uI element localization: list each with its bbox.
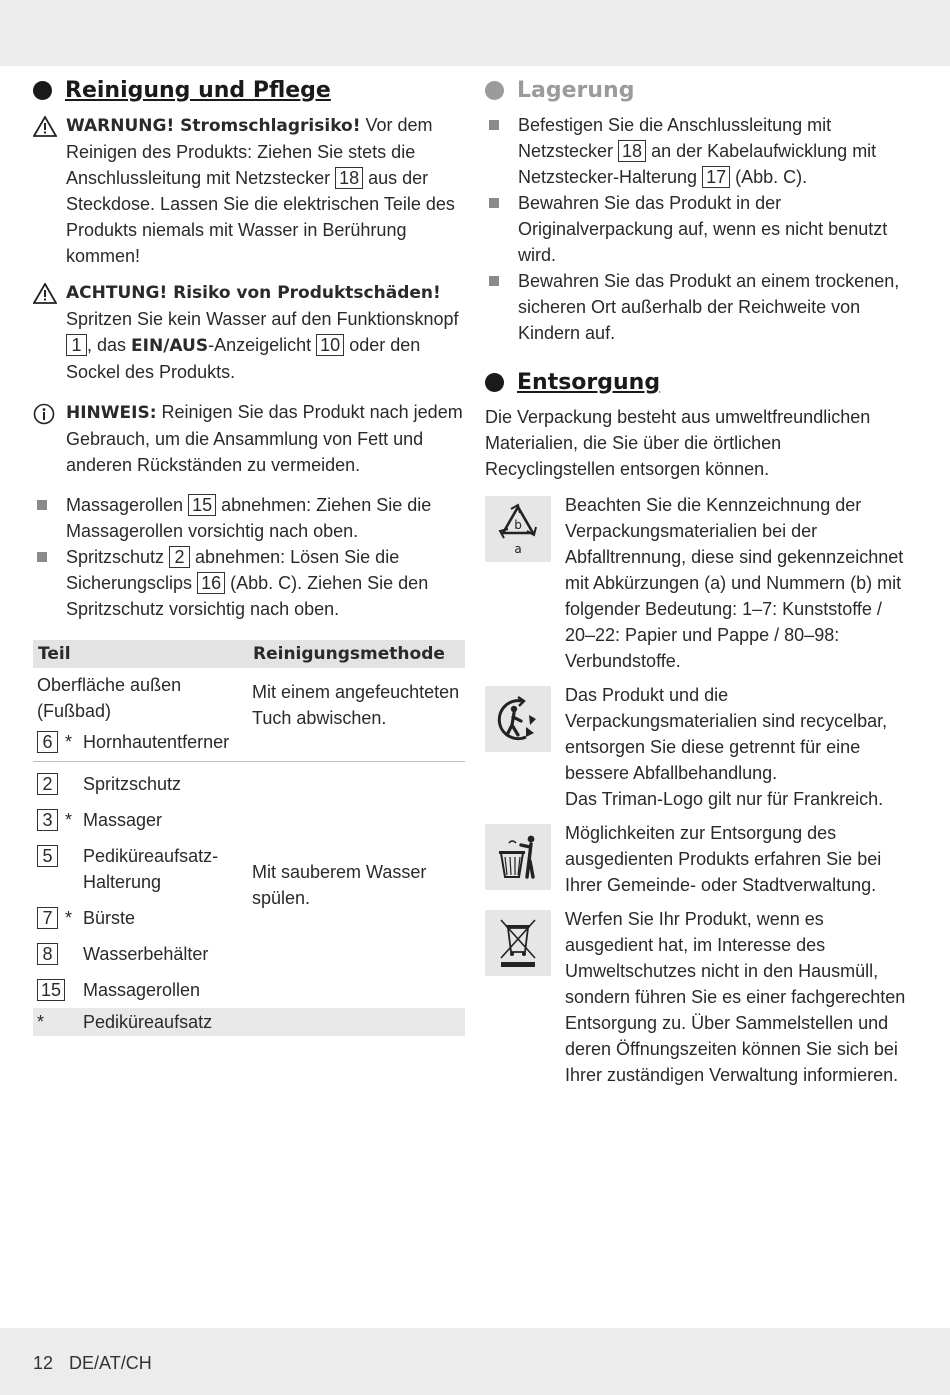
list-item: Befestigen Sie die Anschlussleitung mit Netzstecker 18 an der Kabelaufwicklung mit Netzstecker-Halterung 17 (Abb. C). — [485, 112, 915, 190]
section-title: Reinigung und Pflege — [65, 77, 331, 103]
crossed-bin-icon — [485, 910, 551, 976]
surface-cell: Oberfläche außen (Fußbad) — [37, 675, 182, 721]
method-cell: Mit sauberem Wasser spülen. — [252, 862, 427, 908]
warning-triangle-icon — [33, 112, 66, 269]
disposal-info-row — [485, 910, 915, 1088]
disposal-info-row — [485, 686, 915, 812]
ref-number: 2 — [169, 546, 190, 568]
column-header-part: Teil — [33, 640, 248, 668]
list-item: Bewahren Sie das Produkt an einem trockenen, sicheren Ort außerhalb der Reichweite von Kindern auf. — [485, 268, 915, 346]
section-title: Lagerung — [517, 77, 635, 103]
ref-number: 15 — [188, 494, 216, 516]
table-row — [33, 762, 465, 1009]
footnote-text: Pediküreaufsatz — [83, 1012, 213, 1032]
part-item: 7 * Bürste — [37, 900, 244, 936]
cleaning-table — [33, 640, 465, 1036]
svg-text:a: a — [514, 542, 522, 556]
part-item: 15 Massagerollen — [37, 972, 244, 1008]
header-band — [0, 0, 950, 66]
hint-notice: HINWEIS: Reinigen Sie das Produkt nach jedem Gebrauch, um die Ansammlung von Fett und anderen Rückständen zu vermeiden. — [33, 399, 465, 478]
region-code: DE/AT/CH — [69, 1353, 152, 1373]
part-item: 5 Pediküreaufsatz-Halterung — [37, 838, 244, 900]
disposal-intro: Die Verpackung besteht aus umweltfreundlichen Materialien, die Sie über die örtlichen Recyclingstellen entsorgen können. — [485, 407, 871, 479]
section-heading-storage — [485, 74, 915, 106]
disposal-text: Beachten Sie die Kennzeichnung der Verpackungsmaterialien bei der Abfalltrennung, diese sind gekennzeichnet mit Abkürzungen (a) und Nummern (b) mit folgender Bedeutung: 1–7: Kunststoffe / 20–22: Papier und Pappe / 80–98: Verbundstoffe. — [565, 495, 904, 671]
list-item: Massagerollen 15 abnehmen: Ziehen Sie die Massagerollen vorsichtig nach oben. — [33, 492, 465, 544]
table-footnote-row: * Pediküreaufsatz — [33, 1008, 465, 1036]
table-row — [33, 668, 465, 762]
triman-icon — [485, 686, 551, 752]
disposal-info-row — [485, 824, 915, 898]
column-header-method: Reinigungsmethode — [248, 640, 465, 668]
info-icon — [33, 399, 66, 478]
ref-number: 17 — [702, 166, 730, 188]
triman-note: Das Triman-Logo gilt nur für Frankreich. — [565, 789, 884, 809]
disposal-text: Möglichkeiten zur Entsorgung des ausgedienten Produkts erfahren Sie bei Ihrer Gemeinde- oder Stadtverwaltung. — [565, 823, 882, 895]
left-column — [33, 74, 465, 1036]
ref-number: 1 — [66, 334, 87, 356]
page-number: 12 — [33, 1353, 54, 1373]
disposal-text: Werfen Sie Ihr Produkt, wenn es ausgedient hat, im Interesse des Umweltschutzes nicht in den Hausmüll, sondern führen Sie es einer fachgerechten Entsorgung zu. Über Sammelstellen und deren Öffnungszeiten können Sie sich bei Ihrer zuständigen Verwaltung informieren. — [565, 909, 906, 1085]
person-trash-icon — [485, 824, 551, 890]
hint-label: HINWEIS: — [66, 403, 157, 423]
list-item: Spritzschutz 2 abnehmen: Lösen Sie die Sicherungsclips 16 (Abb. C). Ziehen Sie den Spritzschutz vorsichtig nach oben. — [33, 544, 465, 622]
bullet-dot-icon — [485, 373, 504, 392]
warning-triangle-icon — [33, 279, 66, 385]
ref-number: 10 — [316, 334, 344, 356]
cleaning-steps-list — [33, 492, 465, 622]
bullet-dot-icon — [485, 81, 504, 100]
right-column — [485, 74, 915, 1100]
method-cell: Mit einem angefeuchteten Tuch abwischen. — [252, 682, 460, 728]
storage-list — [485, 112, 915, 346]
recycling-code-icon — [485, 496, 551, 562]
caution-notice: ACHTUNG! Risiko von Produktschäden! Spritzen Sie kein Wasser auf den Funktionsknopf 1 , das EIN/AUS-Anzeigelicht 10 oder den Sockel des Produkts. — [33, 279, 465, 385]
section-heading-cleaning — [33, 74, 465, 106]
disposal-text: Das Produkt und die Verpackungsmaterialien sind recycelbar, entsorgen Sie diese getrennt für eine bessere Abfallbehandlung. — [565, 685, 888, 783]
svg-text:b: b — [514, 518, 522, 532]
section-heading-disposal — [485, 366, 915, 398]
part-item: 3 * Massager — [37, 802, 244, 838]
caution-label: ACHTUNG! Risiko von Produktschäden! — [66, 283, 441, 303]
list-item: Bewahren Sie das Produkt in der Originalverpackung auf, wenn es nicht benutzt wird. — [485, 190, 915, 268]
ref-number: 18 — [335, 167, 363, 189]
section-title: Entsorgung — [517, 369, 661, 395]
part-item: 6 * Hornhautentferner — [37, 724, 244, 759]
disposal-info-row — [485, 496, 915, 674]
ref-number: 16 — [197, 572, 225, 594]
part-item: 2 Spritzschutz — [37, 766, 244, 802]
ref-number: 18 — [618, 140, 646, 162]
warning-notice: WARNUNG! Stromschlagrisiko! Vor dem Reinigen des Produkts: Ziehen Sie stets die Anschlussleitung mit Netzstecker 18 aus der Steckdose. Lassen Sie die elektrischen Teile des Produkts niemals mit Wasser in Berührung kommen! — [33, 112, 465, 269]
part-item: 8 Wasserbehälter — [37, 936, 244, 972]
warning-label: WARNUNG! Stromschlagrisiko! — [66, 116, 361, 136]
page-footer — [33, 1353, 168, 1374]
bullet-dot-icon — [33, 81, 52, 100]
